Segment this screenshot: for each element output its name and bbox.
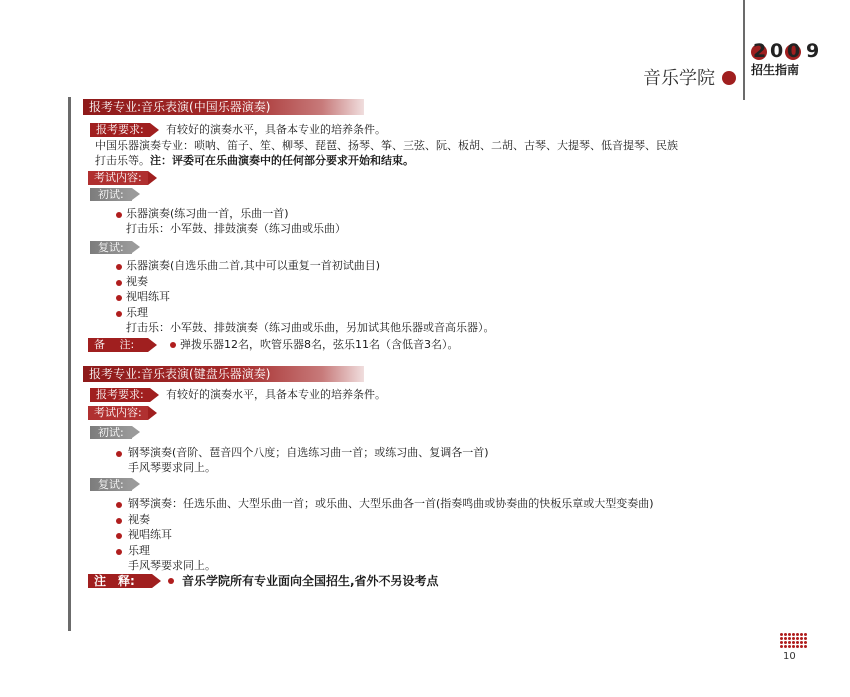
top-vertical-rule xyxy=(743,0,745,100)
section1-retest-item-4: 乐理 xyxy=(126,306,148,319)
grid-dot xyxy=(796,645,799,648)
section1-prelim-item-1: 乐器演奏(练习曲一首，乐曲一首) xyxy=(126,207,289,220)
section2-retest-note: 手风琴要求同上。 xyxy=(128,559,216,572)
section1-retest-item-1: 乐器演奏(自选乐曲二首,其中可以重复一首初试曲目) xyxy=(126,259,381,272)
section1-retest-item-3: 视唱练耳 xyxy=(126,290,170,303)
section2-retest-item-1: 钢琴演奏：任选乐曲、大型乐曲一首；或乐曲、大型乐曲各一首(指奏鸣曲或协奏曲的快板乐章或大型变奏曲) xyxy=(128,497,654,510)
grid-dot xyxy=(784,641,787,644)
grid-dot xyxy=(804,637,807,640)
section2-retest-item-3: 视唱练耳 xyxy=(128,528,172,541)
section1-requirement-text: 有较好的演奏水平，具备本专业的培养条件。 xyxy=(166,123,386,136)
grid-dot xyxy=(800,637,803,640)
section2-requirement-text: 有较好的演奏水平，具备本专业的培养条件。 xyxy=(166,388,386,401)
grid-dot xyxy=(800,633,803,636)
grid-dot xyxy=(788,641,791,644)
section2-requirement-tag: 报考要求: xyxy=(90,388,150,402)
section2-prelim-tag: 初试: xyxy=(90,426,132,439)
grid-dot xyxy=(796,637,799,640)
section2-retest-bullet-1 xyxy=(116,502,122,508)
school-name: 音乐学院 xyxy=(643,68,715,89)
section1-prelim-bullet-1 xyxy=(116,212,122,218)
section1-requirement-line2: 中国乐器演奏专业：唢呐、笛子、笙、柳琴、琵琶、扬琴、筝、三弦、阮、板胡、二胡、古琴、大提琴、低音提琴、民族 xyxy=(95,139,678,152)
section2-prelim-item-1: 钢琴演奏(音阶、琶音四个八度；自选练习曲一首；或练习曲、复调各一首) xyxy=(128,446,489,459)
section1-retest-bullet-4 xyxy=(116,311,122,317)
year-digit-3: 0 xyxy=(787,40,802,62)
section1-requirement-note: 注：评委可在乐曲演奏中的任何部分要求开始和结束。 xyxy=(150,154,414,167)
grid-dot xyxy=(792,641,795,644)
grid-dot xyxy=(780,633,783,636)
section1-retest-tag: 复试: xyxy=(90,241,132,254)
section2-retest-item-2: 视奏 xyxy=(128,513,150,526)
section1-title-bar: 报考专业:音乐表演(中国乐器演奏) xyxy=(83,99,364,115)
grid-dot xyxy=(788,645,791,648)
section1-requirement-line3 xyxy=(95,154,414,168)
section1-prelim-note: 打击乐：小军鼓、排鼓演奏（练习曲或乐曲） xyxy=(126,222,346,235)
grid-dot xyxy=(804,633,807,636)
brochure-label: 招生指南 xyxy=(751,63,800,77)
left-vertical-rule xyxy=(68,97,71,631)
section1-retest-bullet-2 xyxy=(116,280,122,286)
section2-retest-item-4: 乐理 xyxy=(128,544,150,557)
section2-retest-bullet-3 xyxy=(116,533,122,539)
grid-dot xyxy=(780,645,783,648)
year-digit-2: 0 xyxy=(770,40,785,62)
section1-prelim-tag: 初试: xyxy=(90,188,132,201)
section2-retest-tag: 复试: xyxy=(90,478,132,491)
school-name-dot xyxy=(722,71,736,85)
grid-dot xyxy=(792,645,795,648)
section1-remark-bullet xyxy=(170,342,176,348)
grid-dot xyxy=(784,633,787,636)
grid-dot xyxy=(800,641,803,644)
grid-dot xyxy=(792,637,795,640)
section1-remark-text: 弹拨乐器12名，吹管乐器8名，弦乐11名（含低音3名）。 xyxy=(180,338,459,351)
section2-title-bar: 报考专业:音乐表演(键盘乐器演奏) xyxy=(83,366,364,382)
section1-requirement-line3-a: 打击乐等。 xyxy=(95,154,150,167)
grid-dot xyxy=(792,633,795,636)
grid-dot xyxy=(796,641,799,644)
section2-prelim-note: 手风琴要求同上。 xyxy=(128,461,216,474)
section2-retest-bullet-4 xyxy=(116,549,122,555)
section2-exam-tag: 考试内容: xyxy=(88,406,148,420)
grid-dot xyxy=(784,637,787,640)
section2-prelim-bullet-1 xyxy=(116,451,122,457)
page-dot-grid xyxy=(780,633,807,648)
section1-requirement-tag: 报考要求: xyxy=(90,123,150,137)
section1-exam-tag: 考试内容: xyxy=(88,171,148,185)
grid-dot xyxy=(800,645,803,648)
grid-dot xyxy=(780,637,783,640)
section2-note-bullet xyxy=(168,578,174,584)
section2-retest-bullet-2 xyxy=(116,518,122,524)
page-number: 10 xyxy=(783,651,796,662)
section1-retest-item-2: 视奏 xyxy=(126,275,148,288)
section1-remark-tag: 备 注: xyxy=(88,338,148,352)
section1-retest-bullet-1 xyxy=(116,264,122,270)
grid-dot xyxy=(804,645,807,648)
year-digit-1: 2 xyxy=(753,40,768,62)
grid-dot xyxy=(784,645,787,648)
year-digit-4: 9 xyxy=(806,40,821,62)
section1-retest-note: 打击乐：小军鼓、排鼓演奏（练习曲或乐曲，另加试其他乐器或音高乐器）。 xyxy=(126,321,495,334)
grid-dot xyxy=(788,637,791,640)
section1-retest-bullet-3 xyxy=(116,295,122,301)
grid-dot xyxy=(788,633,791,636)
section2-note-text: 音乐学院所有专业面向全国招生,省外不另设考点 xyxy=(182,574,439,588)
grid-dot xyxy=(804,641,807,644)
section2-note-tag: 注 释: xyxy=(88,574,152,588)
grid-dot xyxy=(780,641,783,644)
grid-dot xyxy=(796,633,799,636)
